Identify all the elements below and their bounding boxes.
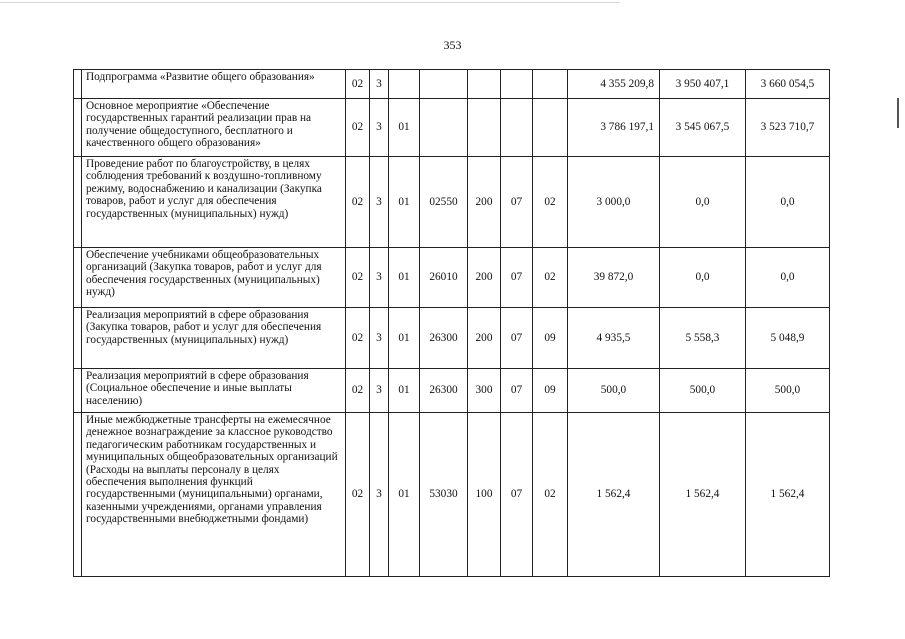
amount-cell: 500,0 <box>568 369 660 413</box>
row-name: Обеспечение учебниками общеобразовательных организаций (Закупка товаров, работ и услуг для обеспечения государственных (муниципальных) нужд) <box>82 248 346 308</box>
code-cell: 02 <box>346 369 370 413</box>
row-name: Подпрограмма «Развитие общего образования» <box>82 70 346 99</box>
amount-cell: 500,0 <box>746 369 830 413</box>
code-cell: 3 <box>370 157 389 248</box>
budget-table <box>73 69 830 577</box>
amount-cell: 4 355 209,8 <box>568 70 660 99</box>
code-cell: 02 <box>346 413 370 577</box>
amount-cell: 3 950 407,1 <box>660 70 746 99</box>
amount-cell: 3 523 710,7 <box>746 99 830 157</box>
amount-cell: 4 935,5 <box>568 308 660 369</box>
code-cell <box>420 99 468 157</box>
code-cell: 07 <box>501 248 533 308</box>
code-cell <box>533 99 568 157</box>
scan-edge-mark <box>897 98 899 128</box>
amount-cell: 3 660 054,5 <box>746 70 830 99</box>
code-cell: 02 <box>346 248 370 308</box>
table-row <box>74 157 830 248</box>
table-row <box>74 70 830 99</box>
amount-cell: 500,0 <box>660 369 746 413</box>
amount-cell: 5 558,3 <box>660 308 746 369</box>
code-cell: 09 <box>533 308 568 369</box>
code-cell: 3 <box>370 99 389 157</box>
code-cell <box>468 70 501 99</box>
amount-cell: 0,0 <box>746 157 830 248</box>
table-row <box>74 308 830 369</box>
row-marker-cell <box>74 369 82 413</box>
code-cell <box>420 70 468 99</box>
amount-cell: 0,0 <box>660 157 746 248</box>
code-cell: 01 <box>389 99 420 157</box>
row-name: Реализация мероприятий в сфере образования (Социальное обеспечение и иные выплаты населению) <box>82 369 346 413</box>
code-cell <box>501 99 533 157</box>
code-cell: 3 <box>370 413 389 577</box>
code-cell: 01 <box>389 308 420 369</box>
amount-cell: 1 562,4 <box>568 413 660 577</box>
code-cell: 200 <box>468 308 501 369</box>
amount-cell: 39 872,0 <box>568 248 660 308</box>
code-cell: 02 <box>346 99 370 157</box>
code-cell: 300 <box>468 369 501 413</box>
code-cell: 02 <box>346 70 370 99</box>
code-cell <box>468 99 501 157</box>
code-cell <box>389 70 420 99</box>
code-cell: 01 <box>389 369 420 413</box>
code-cell: 01 <box>389 248 420 308</box>
code-cell: 09 <box>533 369 568 413</box>
code-cell: 01 <box>389 413 420 577</box>
code-cell: 3 <box>370 248 389 308</box>
table-row <box>74 99 830 157</box>
code-cell: 100 <box>468 413 501 577</box>
amount-cell: 0,0 <box>660 248 746 308</box>
code-cell: 07 <box>501 413 533 577</box>
code-cell: 02550 <box>420 157 468 248</box>
amount-cell: 3 000,0 <box>568 157 660 248</box>
amount-cell: 1 562,4 <box>660 413 746 577</box>
row-name: Иные межбюджетные трансферты на ежемесячное денежное вознаграждение за классное руководство педагогическим работникам государственных и муниципальных общеобразовательных организаций (Расходы на выплаты персоналу в целях обеспечения выполнения функций государственными (муниципальными) органами, казенными учреждениями, органами управления государственными внебюджетными фондами) <box>82 413 346 577</box>
row-name: Проведение работ по благоустройству, в целях соблюдения требований к воздушно-топливному режиму, водоснабжению и канализации (Закупка товаров, работ и услуг для обеспечения государственных (муниципальных) нужд) <box>82 157 346 248</box>
page-number: 353 <box>443 38 462 52</box>
amount-cell: 0,0 <box>746 248 830 308</box>
scan-edge-line <box>0 2 620 3</box>
code-cell: 3 <box>370 308 389 369</box>
amount-cell: 3 786 197,1 <box>568 99 660 157</box>
code-cell: 26300 <box>420 369 468 413</box>
code-cell: 200 <box>468 157 501 248</box>
code-cell: 07 <box>501 308 533 369</box>
amount-cell: 1 562,4 <box>746 413 830 577</box>
code-cell: 02 <box>346 308 370 369</box>
code-cell: 07 <box>501 369 533 413</box>
code-cell: 07 <box>501 157 533 248</box>
code-cell: 3 <box>370 369 389 413</box>
code-cell: 02 <box>533 413 568 577</box>
row-marker-cell <box>74 413 82 577</box>
code-cell: 26300 <box>420 308 468 369</box>
row-marker-cell <box>74 70 82 99</box>
row-marker-cell <box>74 248 82 308</box>
table-row <box>74 413 830 577</box>
code-cell: 02 <box>533 157 568 248</box>
row-marker-cell <box>74 99 82 157</box>
table-row <box>74 369 830 413</box>
code-cell: 02 <box>346 157 370 248</box>
code-cell: 3 <box>370 70 389 99</box>
row-name: Основное мероприятие «Обеспечение государственных гарантий реализации прав на получение общедоступного, бесплатного и качественного общего образования» <box>82 99 346 157</box>
code-cell: 26010 <box>420 248 468 308</box>
amount-cell: 3 545 067,5 <box>660 99 746 157</box>
code-cell: 200 <box>468 248 501 308</box>
table-row <box>74 248 830 308</box>
code-cell <box>533 70 568 99</box>
code-cell: 02 <box>533 248 568 308</box>
code-cell: 01 <box>389 157 420 248</box>
code-cell: 53030 <box>420 413 468 577</box>
amount-cell: 5 048,9 <box>746 308 830 369</box>
code-cell <box>501 70 533 99</box>
row-marker-cell <box>74 157 82 248</box>
row-name: Реализация мероприятий в сфере образования (Закупка товаров, работ и услуг для обеспечения государственных (муниципальных) нужд) <box>82 308 346 369</box>
row-marker-cell <box>74 308 82 369</box>
